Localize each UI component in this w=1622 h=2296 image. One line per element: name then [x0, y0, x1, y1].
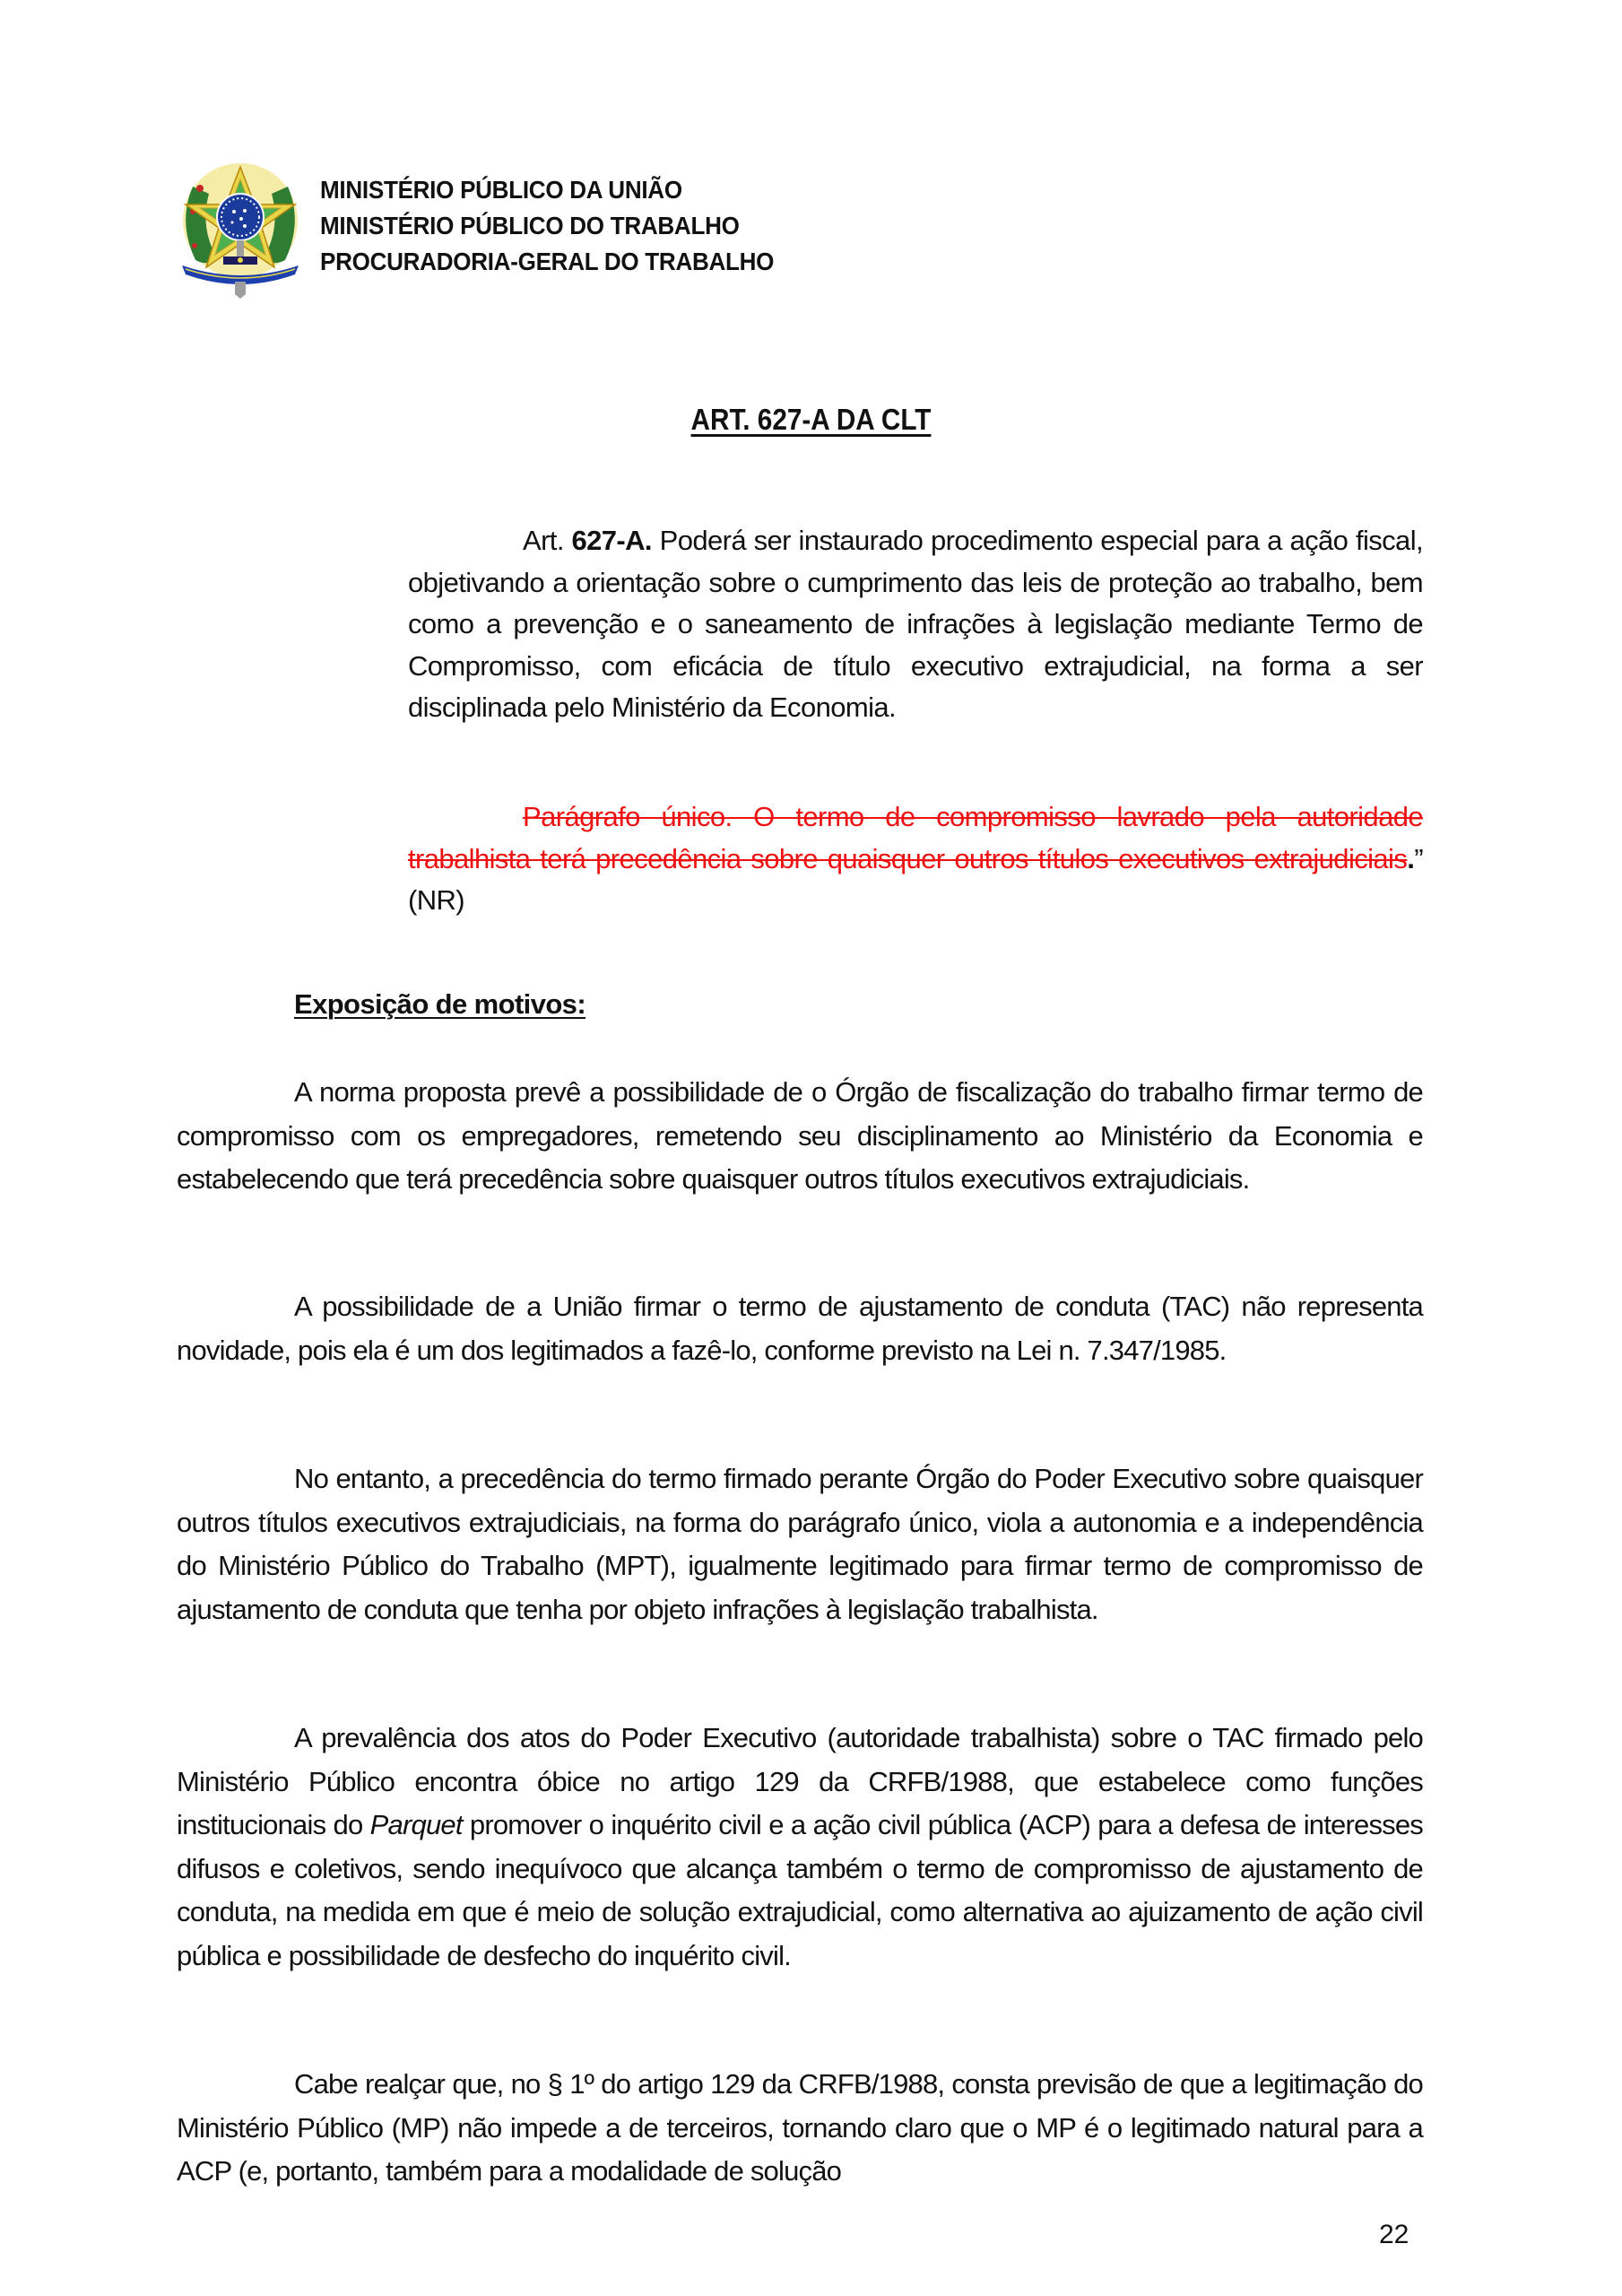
p4-italic-term: Parquet — [369, 1809, 463, 1840]
institution-line-3: PROCURADORIA-GERAL DO TRABALHO — [320, 247, 775, 275]
article-text: Poderá ser instaurado procedimento especial para a ação fiscal, objetivando a orientação sobre o cumprimento das leis de proteção ao trabalho, bem como a prevenção e o saneamento de infrações à legislação mediante Termo de Compromisso, com eficácia de título executivo extrajudicial, na forma a ser disciplinada pelo Ministério da Economia. — [408, 525, 1424, 723]
brazil-coat-of-arms-icon — [173, 160, 308, 299]
section-heading: Exposição de motivos: — [294, 988, 586, 1020]
revoked-paragraph-text — [408, 796, 1423, 922]
institution-line-2: MINISTÉRIO PÚBLICO DO TRABALHO — [320, 211, 740, 239]
body-paragraph-5: Cabe realçar que, no § 1º do artigo 129 da CRFB/1988, consta previsão de que a legitimação do Ministério Público (MP) não impede a de terceiros, tornando claro que o MP é o legitimado natural para a ACP (e, portanto, também para a modalidade de solução — [177, 2068, 1423, 2187]
body-paragraph-3: No entanto, a precedência do termo firmado perante Órgão do Poder Executivo sobre quaisquer outros títulos executivos extrajudiciais, na forma do parágrafo único, viola a autonomia e a independência do Ministério Público do Trabalho (MPT), igualmente legitimado para firmar termo de compromisso de ajustamento de conduta que tenha por objeto infrações à legislação trabalhista. — [177, 1463, 1423, 1625]
closing-quote-mark: . — [1407, 842, 1415, 874]
p4-text-after: promover o inquérito civil e a ação civil pública (ACP) para a defesa de interesses difusos e coletivos, sendo inequívoco que alcança também o termo de compromisso de ajustamento de conduta, na medida em que é meio de solução extrajudicial, como alternativa ao ajuizamento de ação civil pública e possibilidade de desfecho do inquérito civil. — [177, 1809, 1423, 1971]
body-paragraph-2: A possibilidade de a União firmar o termo de ajustamento de conduta (TAC) não representa novidade, pois ela é um dos legitimados a fazê-lo, conforme previsto na Lei n. 7.347/1985. — [177, 1291, 1423, 1366]
article-quote — [408, 520, 1423, 729]
p4-text-before: A prevalência dos atos do Poder Executivo (autoridade trabalhista) sobre o TAC firmado pelo Ministério Público encontra óbice no artigo 129 da CRFB/1988, que estabelece como funções institucionais do — [177, 1722, 1423, 1840]
nr-marker: ” (NR) — [408, 842, 1423, 916]
body-paragraph-1: A norma proposta prevê a possibilidade de o Órgão de fiscalização do trabalho firmar termo de compromisso com os empregadores, remetendo seu disciplinamento ao Ministério da Economia e estabelecendo que terá precedência sobre quaisquer outros títulos executivos extrajudiciais. — [177, 1076, 1423, 1195]
revoked-paragraph — [408, 796, 1423, 922]
article-number: 627-A. — [571, 525, 652, 556]
body-paragraph-4 — [177, 1717, 1423, 1978]
document-title: ART. 627-A DA CLT — [690, 403, 932, 436]
article-prefix: Art. — [523, 525, 572, 556]
struck-through-text: Parágrafo único. O termo de compromisso lavrado pela autoridade trabalhista terá precedência sobre quaisquer outros títulos executivos extrajudiciais — [408, 801, 1423, 874]
letterhead-text — [320, 172, 808, 287]
article-paragraph — [408, 520, 1423, 729]
page-number: 22 — [1379, 2220, 1409, 2249]
institution-line-1: MINISTÉRIO PÚBLICO DA UNIÃO — [320, 175, 682, 204]
letterhead — [173, 160, 808, 299]
